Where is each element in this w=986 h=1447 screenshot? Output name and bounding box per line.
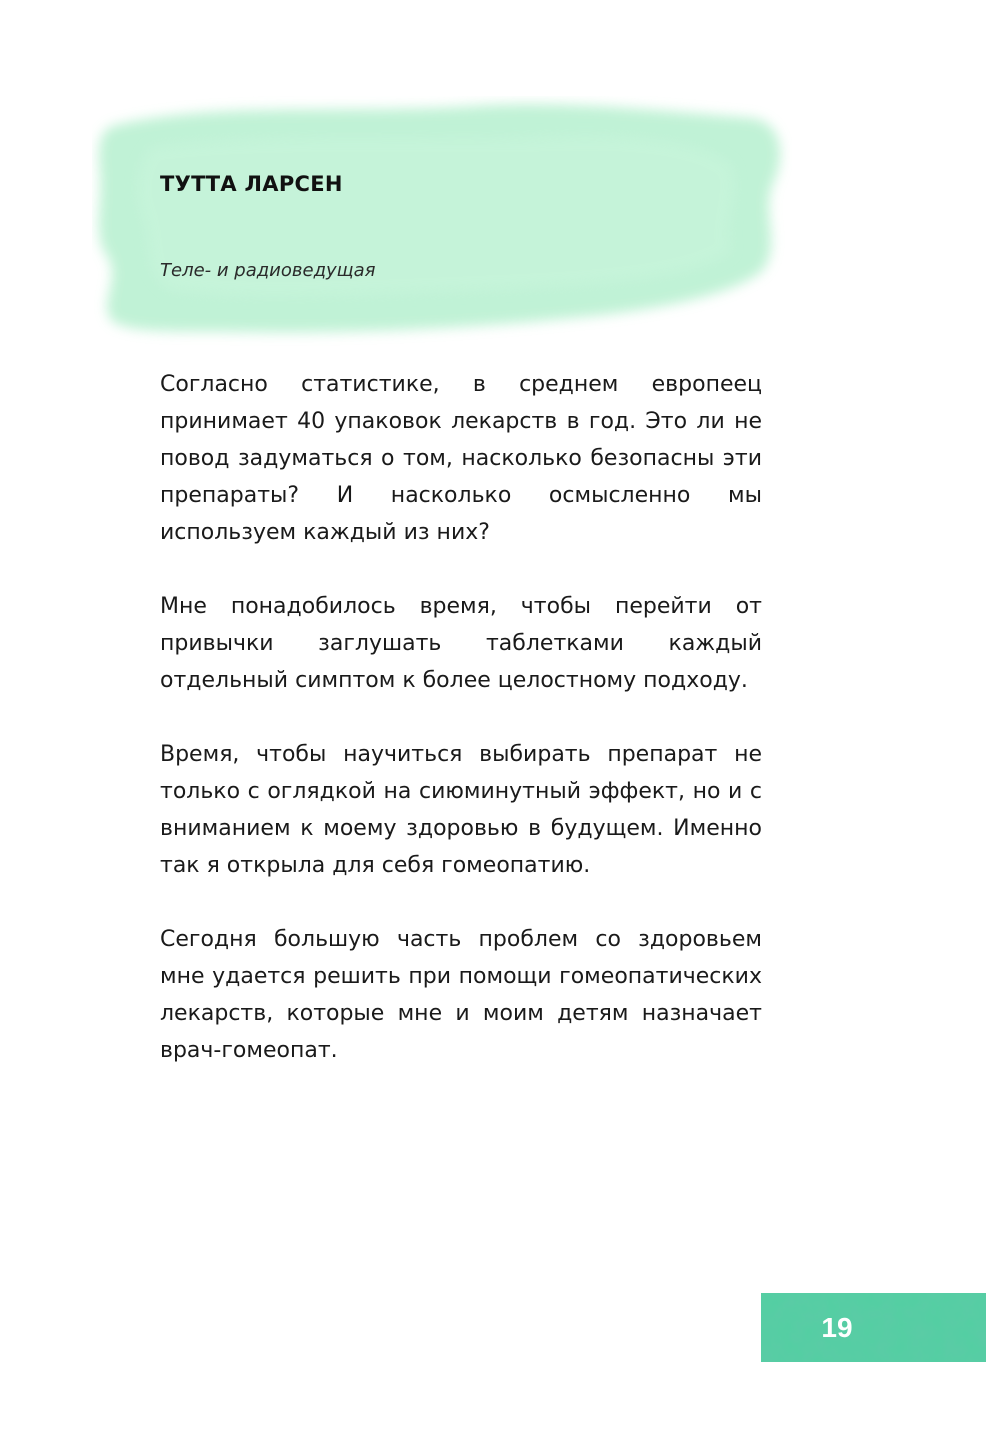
body-text [160,366,762,1106]
paragraph: Время, чтобы научиться выбирать препарат не только с оглядкой на сиюминутный эффект, но и с вниманием к моему здоровью в будущем. Именно так я открыла для себя гомеопатию. [160,742,762,878]
author-role: Теле- и радиоведущая [160,260,376,281]
paragraph: Сегодня большую часть проблем со здоровьем мне удается решить при помощи гомеопатических лекарств, которые мне и моим детям назначает врач-гомеопат. [160,927,762,1063]
watercolor-header-background [92,96,792,346]
paragraph: Мне понадобилось время, чтобы перейти от привычки заглушать таблетками каждый отдельный симптом к более целостному подходу. [160,594,762,693]
page-number: 19 [821,1312,853,1343]
author-name: ТУТТА ЛАРСЕН [160,172,343,196]
paragraph: Согласно статистике, в среднем европеец принимает 40 упаковок лекарств в год. Это ли не повод задуматься о том, насколько безопасны эти препараты? И насколько осмысленно мы используем каждый из них? [160,372,762,545]
